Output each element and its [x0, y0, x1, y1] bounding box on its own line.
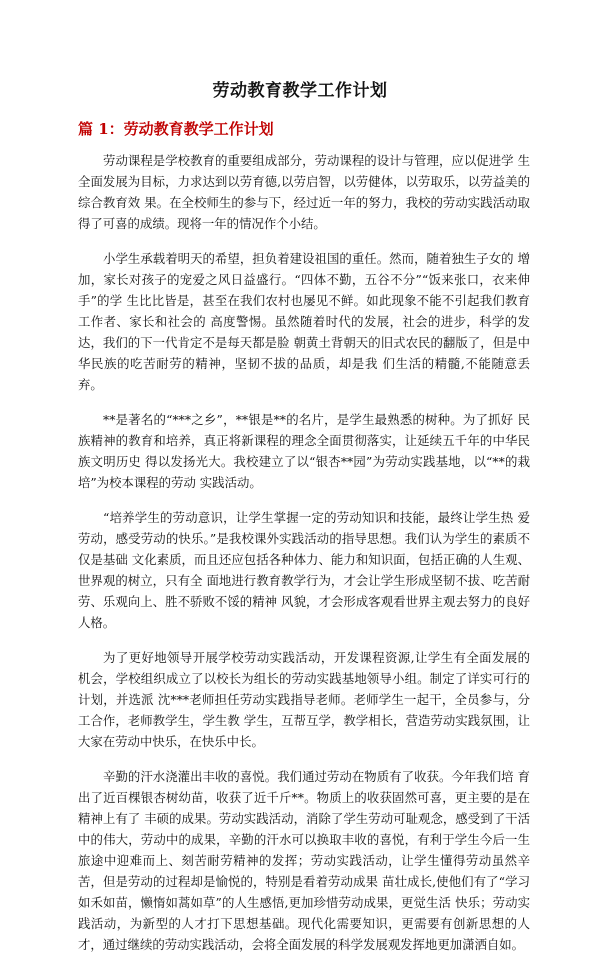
paragraph-4: “培养学生的劳动意识，让学生掌握一定的劳动知识和技能，最终让学生热 爱劳动，感受劳动的快乐。”是我校课外实践活动的指导思想。我们认为学生的素质不仅是基础 文化素质，而且还应包括各种体力、能力和知识面，包括正确的人生观、世界观的树立，只有全 面地进行教育教学行为，才会让学生形成坚韧不拔、吃苦耐劳、乐观向上、胜不骄败不馁的精神 风貌，才会形成客观看世界主观去努力的良好人格。: [78, 510, 530, 630]
paragraph-3: **是著名的“***之乡”，**银是**的名片，是学生最熟悉的树种。为了抓好 民族精神的教育和培养，真正将新课程的理念全面贯彻落实，让延续五千年的中华民族文明历史 得以发扬光大。我校建立了以“银杏**园”为劳动实践基地，以“**的栽培”为校本课程的劳动 实践活动。: [78, 412, 530, 490]
paragraph-6: 辛勤的汗水浇灌出丰收的喜悦。我们通过劳动在物质有了收获。今年我们培 育出了近百棵银杏树幼苗，收获了近千斤**。物质上的收获固然可喜，更主要的是在精神上有了 丰硕的成果。劳动实践活动，消除了学生劳动可耻观念，感受到了干活中的伟大，劳动中的成果，辛勤的汗水可以换取丰收的喜悦，有利于学生今后一生旅途中迎难而上、刻苦耐劳精神的发挥；劳动实践活动，让学生懂得劳动虽然辛苦，但是劳动的过程却是愉悦的，特别是看着劳动成果 苗壮成长,使他们有了“学习如禾如苗，懒惰如蒿如草”的人生感悟,更加珍惜劳动成果，更觉生活 快乐；劳动实践活动，为新型的人才打下思想基础。现代化需要知识，更需要有创新思想的人才，通过继续的劳动实践活动，会将全面发展的科学发展观发挥地更加潇洒自如。: [78, 769, 530, 952]
body-text: [78, 150, 530, 969]
paragraph-5: 为了更好地领导开展学校劳动实践活动，开发课程资源,让学生有全面发展的 机会，学校组织成立了以校长为组长的劳动实践基地领导小组。制定了详实可行的计划，并选派 沈***老师担任劳动实践指导老师。老师学生一起干，全员参与，分工合作，老师教学生，学生教 学生，互帮互学，教学相长，营造劳动实践氛围，让大家在劳动中快乐，在快乐中长。: [78, 650, 530, 749]
paragraph-1: 劳动课程是学校教育的重要组成部分，劳动课程的设计与管理，应以促进学 生全面发展为目标，力求达到以劳育德,以劳启智，以劳健体，以劳取乐，以劳益美的综合教育效 果。在全校师生的参与下，经过近一年的努力，我校的劳动实践活动取得了可喜的成绩。现将一年的情况作个小结。: [78, 153, 530, 231]
section-heading: 篇 1：劳动教育教学工作计划: [78, 120, 274, 138]
document-title: 劳动教育教学工作计划: [212, 81, 388, 101]
paragraph-2: 小学生承载着明天的希望，担负着建设祖国的重任。然而，随着独生子女的 增加，家长对孩子的宠爱之风日益盛行。“四体不勤，五谷不分”“饭来张口，衣来伸手”的学 生比比皆是，甚至在我们农村也屡见不鲜。如此现象不能不引起我们教育工作者、家长和社会的 高度警惕。虽然随着时代的发展，社会的进步，科学的发达，我们的下一代肯定不是每天都是脸 朝黄土背朝天的旧式农民的翻版了，但是中华民族的吃苦耐劳的精神，坚韧不拔的品质，却是我 们生活的精髓,不能随意丢弃。: [78, 251, 530, 392]
